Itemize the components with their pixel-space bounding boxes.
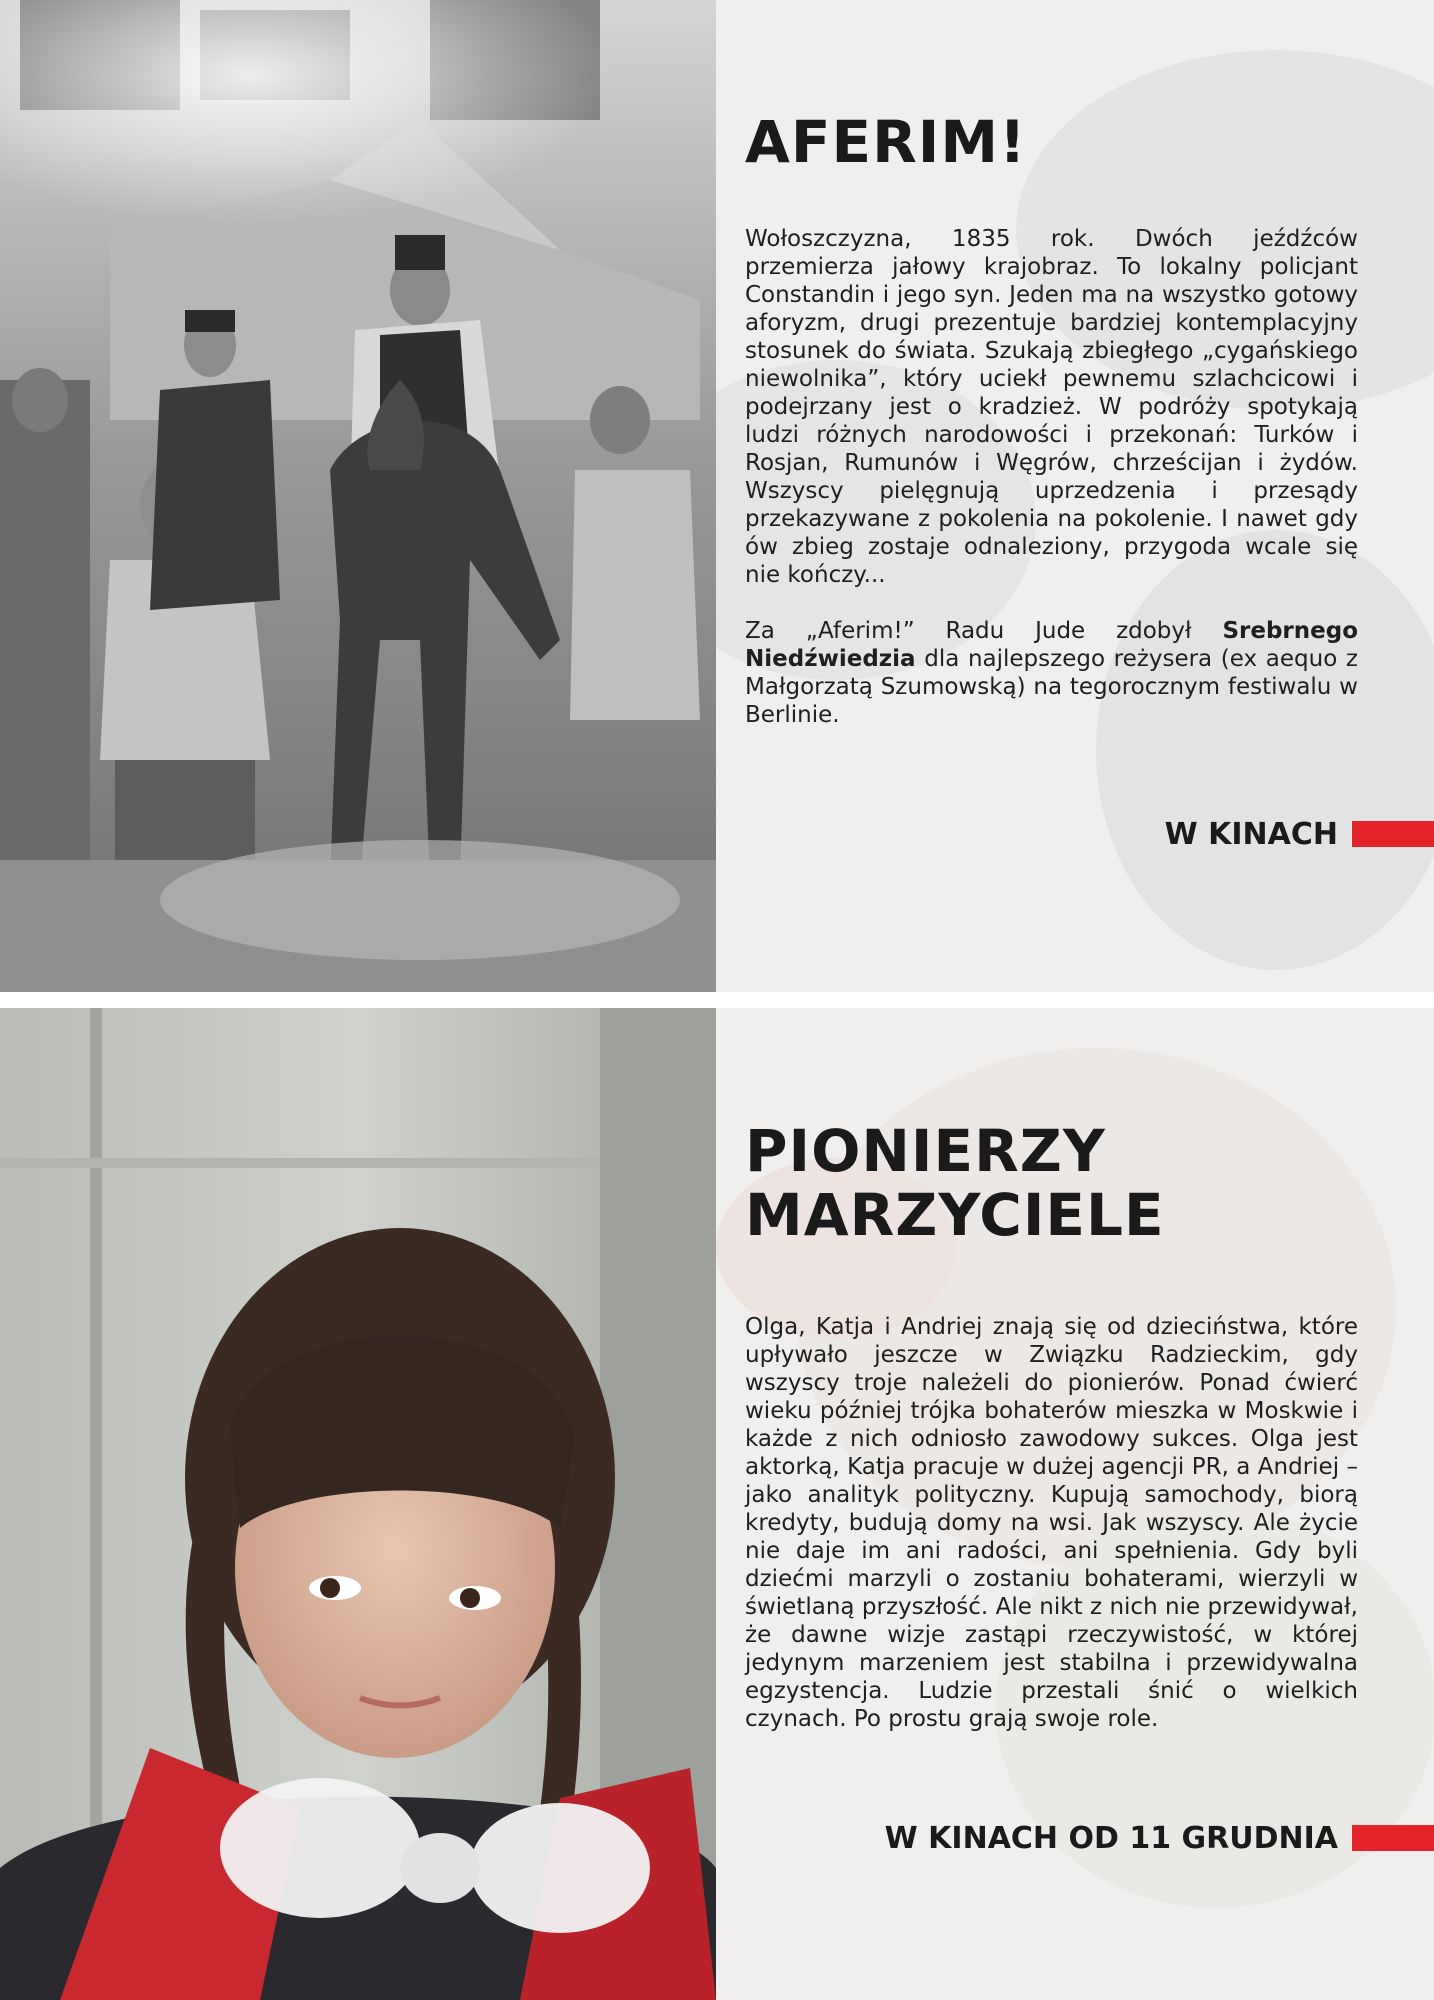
aferim-panel xyxy=(716,0,1434,992)
aferim-award xyxy=(745,617,1358,729)
pionierzy-photo xyxy=(0,1008,716,2000)
aferim-description xyxy=(745,225,1358,757)
pionierzy-section xyxy=(0,1008,1434,2000)
aferim-synopsis: Wołoszczyzna, 1835 rok. Dwóch jeźdźców przemierza jałowy krajobraz. To lokalny policjant Constandin i jego syn. Jeden ma na wszystko gotowy aforyzm, drugi prezentuje bardziej kontemplacyjny stosunek do świata. Szukają zbiegłego „cygańskiego niewolnika”, który uciekł pewnemu szlachcicowi i podejrzany jest o kradzież. W podróży spotykają ludzi różnych narodowości i przekonań: Turków i Rosjan, Rumunów i Węgrów, chrześcijan i żydów. Wszyscy pielęgnują uprzedzenia i przesądy przekazywane z pokolenia na pokolenie. I nawet gdy ów zbieg zostaje odnaleziony, przygoda wcale się nie kończy... xyxy=(745,226,1358,588)
pionierzy-title-line1: PIONIERZY xyxy=(745,1117,1106,1185)
aferim-award-details: dla najlepszego reżysera (ex aequo z Małgorzatą Szumowską) na tegorocznym festiwalu w Berlinie. xyxy=(745,646,1358,728)
aferim-release-tag xyxy=(1165,814,1434,854)
red-bar-marker xyxy=(1352,1825,1434,1851)
red-bar-marker xyxy=(1352,821,1434,847)
pionierzy-description xyxy=(745,1313,1358,1761)
section-divider xyxy=(0,992,1434,1008)
aferim-release-label: W KINACH xyxy=(1164,816,1338,852)
pionierzy-title-line2: MARZYCIELE xyxy=(745,1181,1165,1249)
pionierzy-release-tag xyxy=(885,1818,1434,1858)
aferim-photo xyxy=(0,0,716,992)
aferim-section xyxy=(0,0,1434,992)
aferim-award-name: Srebrnego Niedźwiedzia xyxy=(745,618,1358,672)
pionierzy-synopsis: Olga, Katja i Andriej znają się od dzieciństwa, które upływało jeszcze w Związku Radzieckim, gdy wszyscy troje należeli do pionierów. Ponad ćwierć wieku później trójka bohaterów mieszka w Moskwie i każde z nich odniosło zawodowy sukces. Olga jest aktorką, Katja pracuje w dużej agencji PR, a Andriej – jako analityk polityczny. Kupują samochody, biorą kredyty, budują domy na wsi. Jak wszyscy. Ale życie nie daje im ani radości, ani spełnienia. Gdy byli dziećmi marzyli o zostaniu bohaterami, wierzyli w świetlaną przyszłość. Ale nikt z nich nie przewidywał, że dawne wizje zastąpi rzeczywistość, w której jedynym marzeniem jest stabilna i przewidywalna egzystencja. Ludzie przestali śnić o wielkich czynach. Po prostu grają swoje role. xyxy=(745,1314,1358,1732)
pionierzy-panel xyxy=(716,1008,1434,2000)
pionierzy-release-label: W KINACH OD 11 GRUDNIA xyxy=(884,1820,1338,1856)
aferim-title: AFERIM! xyxy=(745,108,1027,176)
aferim-award-intro: Za „Aferim!” Radu Jude zdobył xyxy=(745,618,1223,644)
pionierzy-title xyxy=(745,1119,1165,1247)
